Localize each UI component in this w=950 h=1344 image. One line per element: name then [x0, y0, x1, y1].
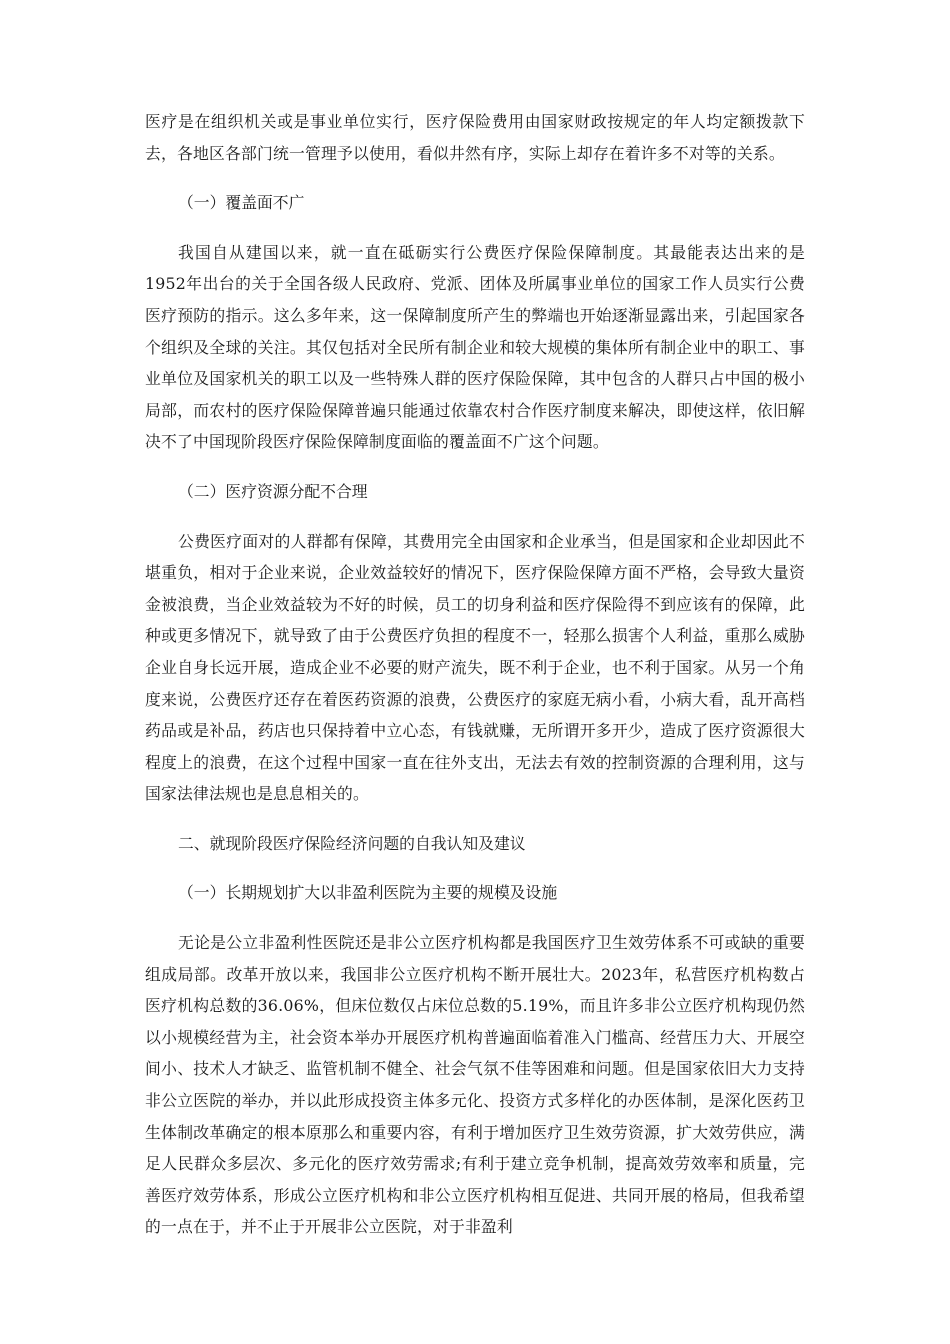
paragraph-resource-allocation: 公费医疗面对的人群都有保障，其费用完全由国家和企业承当，但是国家和企业却因此不堪重负，相对于企业来说，企业效益较好的情况下，医疗保险保障方面不严格，会导致大量资金被浪费，当企业效益较为不好的时候，员工的切身利益和医疗保险得不到应该有的保障，此种或更多情况下，就导致了由于公费医疗负担的程度不一，轻那么损害个人利益，重那么威胁企业自身长远开展，造成企业不必要的财产流失，既不利于企业，也不利于国家。从另一个角度来说，公费医疗还存在着医药资源的浪费，公费医疗的家庭无病小看，小病大看，乱开高档药品或是补品，药店也只保持着中立心态，有钱就赚，无所谓开多开少，造成了医疗资源很大程度上的浪费，在这个过程中国家一直在往外支出，无法去有效的控制资源的合理利用，这与国家法律法规也是息息相关的。 [145, 531, 805, 804]
section-heading-self-awareness: 二、就现阶段医疗保险经济问题的自我认知及建议 [178, 833, 526, 853]
paragraph-long-term-planning: 无论是公立非盈利性医院还是非公立医疗机构都是我国医疗卫生效劳体系不可或缺的重要组成局部。改革开放以来，我国非公立医疗机构不断开展壮大。2023年，私营医疗机构数占医疗机构总数的36.06%，但床位数仅占床位总数的5.19%，而且许多非公立医疗机构现仍然以小规模经营为主，社会资本举办开展医疗机构普遍面临着准入门槛高、经营压力大、开展空间小、技术人才缺乏、监管机制不健全、社会气氛不佳等困难和问题。但是国家依旧大力支持非公立医院的举办，并以此形成投资主体多元化、投资方式多样化的办医体制，是深化医药卫生体制改革确定的根本原那么和重要内容，有利于增加医疗卫生效劳资源，扩大效劳供应，满足人民群众多层次、多元化的医疗效劳需求;有利于建立竞争机制，提高效劳效率和质量，完善医疗效劳体系，形成公立医疗机构和非公立医疗机构相互促进、共同开展的格局，但我希望的一点在于，并不止于开展非公立医院，对于非盈利 [145, 933, 805, 1237]
section-heading-resource-allocation: （二）医疗资源分配不合理 [178, 481, 368, 501]
paragraph-coverage: 我国自从建国以来，就一直在砥砺实行公费医疗保险保障制度。其最能表达出来的是1952年出台的关于全国各级人民政府、党派、团体及所属事业单位的国家工作人员实行公费医疗预防的指示。这么多年来，这一保障制度所产生的弊端也开始逐渐显露出来，引起国家各个组织及全球的关注。其仅包括对全民所有制企业和较大规模的集体所有制企业中的职工、事业单位及国家机关的职工以及一些特殊人群的医疗保险保障，其中包含的人群只占中国的极小局部，而农村的医疗保险保障普遍只能通过依靠农村合作医疗制度来解决，即使这样，依旧解决不了中国现阶段医疗保险保障制度面临的覆盖面不广这个问题。 [145, 242, 805, 452]
document-page [145, 106, 805, 1261]
section-heading-coverage: （一）覆盖面不广 [178, 193, 305, 213]
paragraph-continuation: 医疗是在组织机关或是事业单位实行，医疗保险费用由国家财政按规定的年人均定额拨款下去，各地区各部门统一管理予以使用，看似井然有序，实际上却存在着许多不对等的关系。 [145, 112, 805, 163]
section-heading-long-term-planning: （一）长期规划扩大以非盈利医院为主要的规模及设施 [178, 883, 558, 903]
